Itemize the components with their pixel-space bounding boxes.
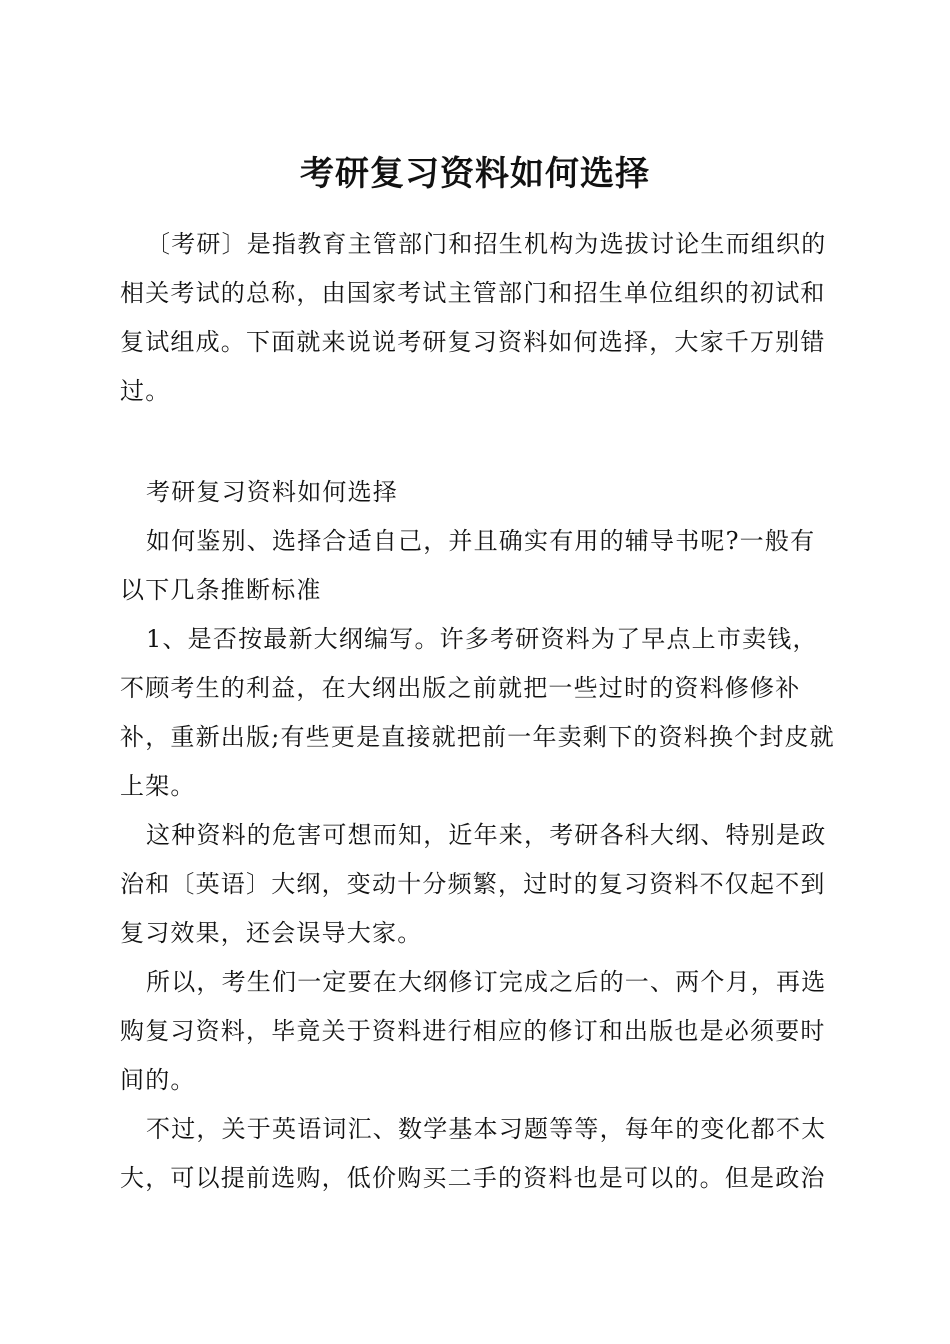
body-paragraph: 这种资料的危害可想而知，近年来，考研各科大纲、特别是政治和〔英语〕大纲，变动十分频繁，过时的复习资料不仅起不到复习效果，还会误导大家。 (120, 821, 827, 947)
document-body (120, 220, 840, 1203)
body-paragraph: 不过，关于英语词汇、数学基本习题等等，每年的变化都不太大，可以提前选购，低价购买二手的资料也是可以的。但是政治 (120, 1115, 827, 1192)
body-paragraph: 如何鉴别、选择合适自己，并且确实有用的辅导书呢?一般有以下几条推断标准 (120, 527, 816, 604)
body-paragraph: 1、是否按最新大纲编写。许多考研资料为了早点上市卖钱，不顾考生的利益，在大纲出版之前就把一些过时的资料修修补补，重新出版;有些更是直接就把前一年卖剩下的资料换个封皮就上架。 (120, 625, 835, 800)
body-paragraph: 所以，考生们一定要在大纲修订完成之后的一、两个月，再选购复习资料，毕竟关于资料进行相应的修订和出版也是必须要时间的。 (120, 968, 827, 1094)
section-heading: 考研复习资料如何选择 (146, 478, 398, 506)
document-title: 考研复习资料如何选择 (300, 154, 650, 194)
intro-paragraph: 〔考研〕是指教育主管部门和招生机构为选拔讨论生而组织的相关考试的总称，由国家考试主管部门和招生单位组织的初试和复试组成。下面就来说说考研复习资料如何选择，大家千万别错过。 (120, 230, 827, 405)
